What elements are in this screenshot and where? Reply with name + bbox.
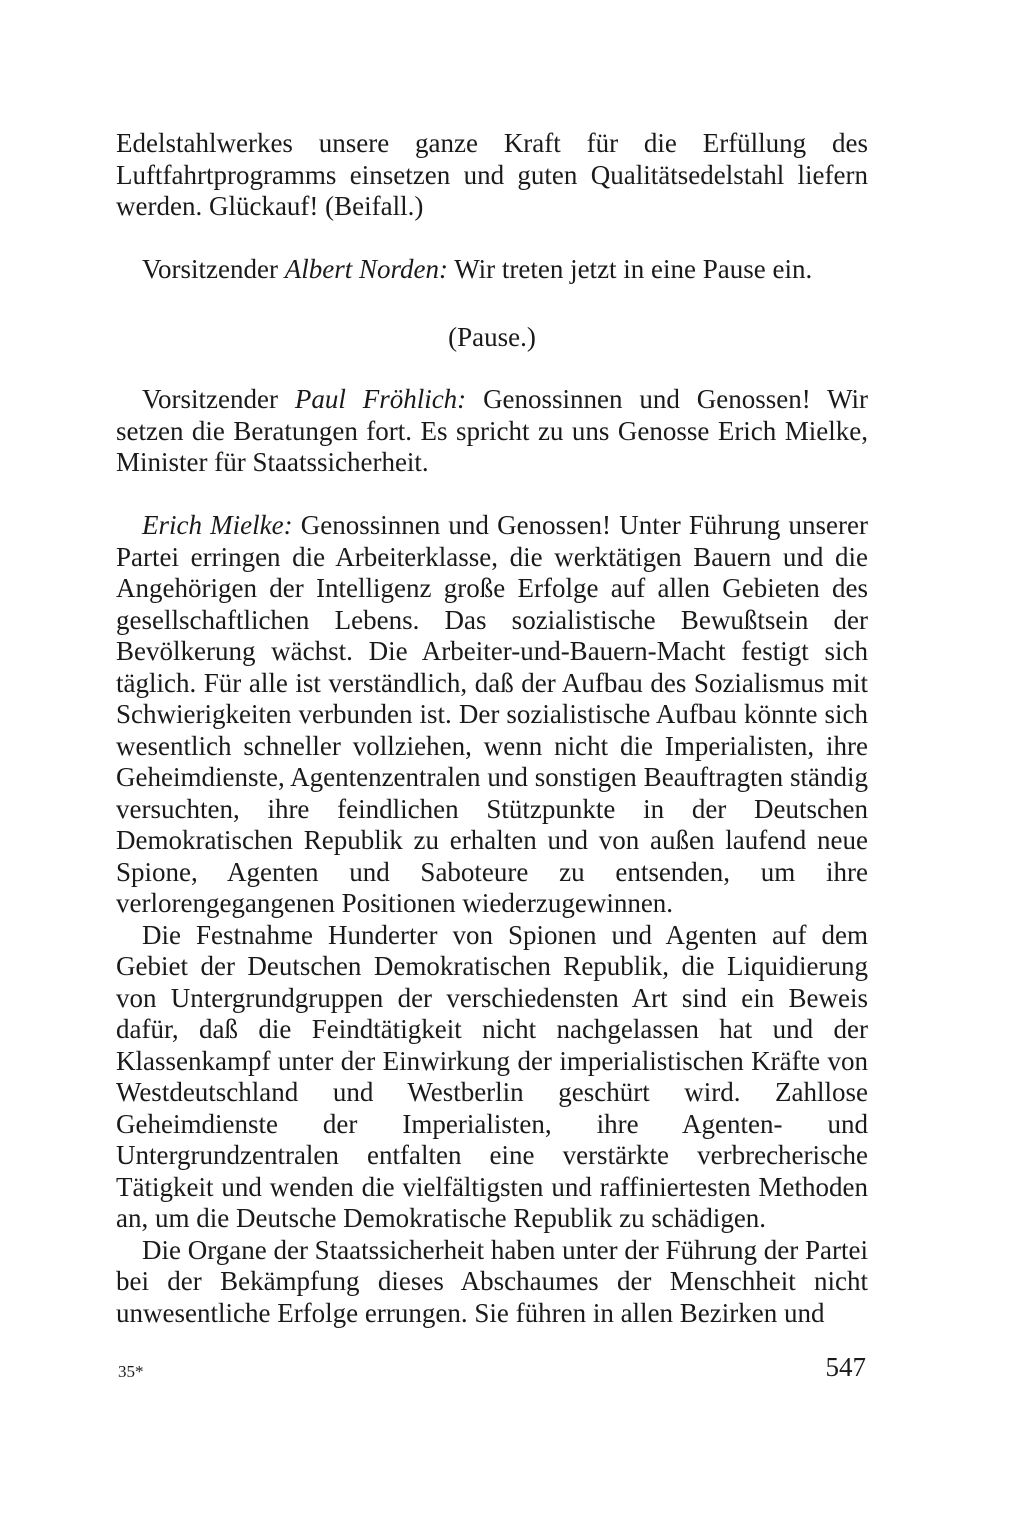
chair-norden-paragraph [116, 254, 868, 286]
chair-froehlich-paragraph [116, 384, 868, 479]
chair-norden-block [116, 254, 868, 286]
chair-role: Vorsitzender [142, 384, 278, 414]
speech-paragraph-2: Die Festnahme Hunderter von Spionen und Agenten auf dem Gebiet der Deutschen Demokratischen Republik, die Liquidierung von Untergrundgruppen der verschiedensten Art sind ein Beweis dafür, daß die Feindtätigkeit nicht nachgelassen hat und der Klassenkampf unter der Einwirkung der imperialistischen Kräfte von Westdeutschland und Westberlin geschürt wird. Zahllose Geheimdienste der Imperialisten, ihre Agenten- und Untergrundzentralen entfalten eine verstärkte verbrecherische Tätigkeit und wenden die vielfältigsten und raffiniertesten Methoden an, um die Deutsche Demokratische Republik zu schädigen. [116, 919, 868, 1233]
chair-froehlich-text: Genossinnen und Genossen! Wir setzen die Beratungen fort. Es spricht zu uns Genosse Erich Mielke, Minister für Staatssicherheit. [116, 384, 869, 477]
continuation-paragraph: Edelstahlwerkes unsere ganze Kraft für die Erfüllung des Luftfahrtprogramms einsetzen und guten Qualitätsedelstahl liefern werden. Glückauf! (Beifall.) [116, 128, 868, 221]
speech-paragraph-3: Die Organe der Staatssicherheit haben unter der Führung der Partei bei der Bekämpfung dieses Abschaumes der Menschheit nicht unwesentliche Erfolge errungen. Sie führen in allen Bezirken und [116, 1234, 869, 1328]
speech-p1-text: Genossinnen und Genossen! Unter Führung unserer Partei erringen die Arbeiterklasse, die werktätigen Bauern und die Angehörigen der Intelligenz große Erfolge auf allen Gebieten des gesellschaftlichen Lebens. Das sozialistische Bewußtsein der Bevölkerung wächst. Die Arbeiter-und-Bauern-Macht festigt sich täglich. Für alle ist verständlich, daß der Aufbau des Sozialismus mit Schwierigkeiten verbunden ist. Der sozialistische Aufbau könnte sich wesentlich schneller vollziehen, wenn nicht die Imperialisten, ihre Geheimdienste, Agentenzentralen und sonstigen Beauftragten ständig versuchten, ihre feindlichen Stützpunkte in der Deutschen Demokratischen Republik zu erhalten und von außen laufend neue Spione, Agenten und Saboteure zu entsenden, um ihre verlorengegangenen Positionen wiederzugewinnen. [116, 510, 868, 918]
speech-block [116, 510, 868, 1329]
chair-froehlich-block [116, 384, 868, 479]
pause-note: (Pause.) [448, 322, 536, 352]
pause-block [116, 322, 868, 354]
continuation-block [116, 128, 868, 223]
page-number: 547 [825, 1352, 866, 1382]
chair-norden-text: Wir treten jetzt in eine Pause ein. [454, 254, 813, 284]
chair-role: Vorsitzender [142, 254, 278, 284]
speaker-name-froehlich: Paul Fröhlich: [294, 384, 467, 414]
signature-mark: 35* [118, 1362, 144, 1381]
speech-paragraph-1 [116, 510, 868, 920]
speaker-name-norden: Albert Norden: [284, 254, 448, 284]
speaker-name-mielke: Erich Mielke: [142, 510, 293, 540]
